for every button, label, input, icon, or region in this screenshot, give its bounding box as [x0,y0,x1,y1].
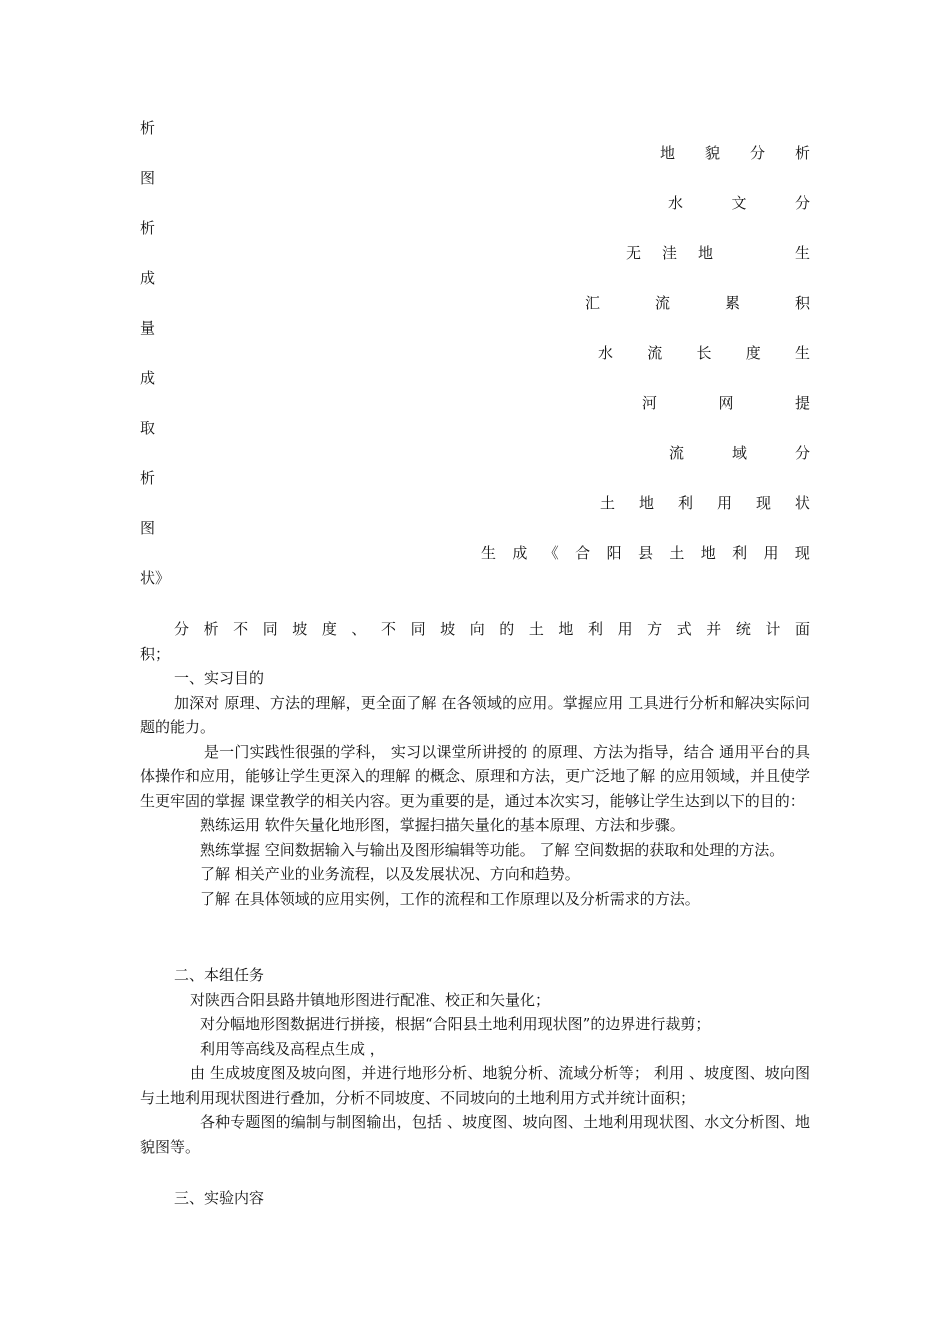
left-fragment: 析 [140,469,156,487]
intro-line-1: 分 析 不 同 坡 度 、 不 同 坡 向 的 土 地 利 用 方 式 并 统 计 面 [174,620,810,638]
left-fragment: 图 [140,169,156,187]
left-fragment: 图 [140,519,156,537]
left-fragment: 成 [140,269,156,287]
section-1-title: 一、实习目的 [174,669,265,687]
section-2 [140,963,810,1159]
s2-item-2: 对分幅地形图数据进行拼接，根据“合阳县土地利用现状图”的边界进行裁剪； [200,1015,711,1033]
section-3 [140,1186,810,1211]
section-1 [140,666,810,911]
right-fragment: 水 文 分 [668,194,810,212]
s1-paragraph-2: 是一门实践性很强的学科， 实习以课堂所讲授的 的原理、方法为指导，结合 通用平台的具体操作和应用，能够让学生更深入的理解 的概念、原理和方法，更广泛地了解 的应用领域，并且使学生更牢固的掌握 课堂教学的相关内容。更为重要的是，通过本次实习，能够让学生达到以下的目的： [140,742,810,810]
s1-item-4: 了解 在具体领域的应用实例，工作的流程和工作原理以及分析需求的方法。 [200,889,700,908]
left-fragment: 成 [140,369,156,387]
right-fragment: 汇 流 累 积 [585,294,810,312]
right-fragment: 地 貌 分 析 [660,144,810,162]
s2-item-1: 对陕西合阳县路井镇地形图进行配准、校正和矢量化； [190,990,551,1009]
left-fragment: 量 [140,319,156,337]
right-fragment: 生 成 《 合 阳 县 土 地 利 用 现 [481,544,810,562]
s2-item-3: 利用等高线及高程点生成 ， [200,1039,385,1058]
s1-paragraph-1: 加深对 原理、方法的理解，更全面了解 在各领域的应用。掌握应用 工具进行分析和解决实际问题的能力。 [140,693,810,736]
s1-item-2: 熟练掌握 空间数据输入与输出及图形编辑等功能。 了解 空间数据的获取和处理的方法。 [200,840,785,859]
document-page: 析 地 貌 分 析 图 水 文 分 析 无 洼 地 生 成 汇 流 累 积 量 水 流 长 度 生 成 河 网 提 取 流 域 分 析 土 地 利 用 现 状 图 生 成 《 合 阳 县 土 地 利 用 现 状》 分 析 不 同 坡 度 、 不 同 坡 向 的 土 地 利 用 方 式 并 统 计 面 积； 一、实习目的 加深对 原理、方法的理解，更全面了解 在各领域的应用。掌握应用 工具进行分析和解决实际问题的能力。 是一门实践性很强的学科， 实习以课堂所讲授的 的原理、方法为指导，结合 通用平台的具体操作和应用，能够让学生更深入的理解 的概念、原理和方法，更广泛地了解 的应用领域，并且使学生更牢固的掌握 课堂教学的相关内容。更为重要的是，通过本次实习，能够让学生达到以下的目的： 熟练运用 软件矢量化地形图，掌握扫描矢量化的基本原理、方法和步骤。 熟练掌握 空间数据输入与输出及图形编辑等功能。 了解 空间数据的获取和处理的方法。 了解 相关产业的业务流程，以及发展状况、方向和趋势。 了解 在具体领域的应用实例，工作的流程和工作原理以及分析需求的方法。 二、本组任务 对陕西合阳县路井镇地形图进行配准、校正和矢量化； 对分幅地形图数据进行拼接，根据“合阳县土地利用现状图”的边界进行裁剪； 利用等高线及高程点生成 ， 由 生成坡度图及坡向图，并进行地形分析、地貌分析、流域分析等； 利用 、坡度图、坡向图与土地利用现状图进行叠加，分析不同坡度、不同坡向的土地利用方式并统计面积； 各种专题图的编制与制图输出，包括 、坡度图、坡向图、土地利用现状图、水文分析图、地貌图等。 三、实验内容 [0,0,950,1344]
section-2-title: 二、本组任务 [174,966,265,984]
left-fragment: 状》 [140,569,171,587]
intro-line-2: 积； [140,644,171,663]
right-fragment: 土 地 利 用 现 状 [600,494,810,512]
right-fragment: 流 域 分 [669,444,810,462]
right-fragment: 河 网 提 [642,394,810,412]
intro-sentence [140,617,810,666]
s2-item-5: 各种专题图的编制与制图输出，包括 、坡度图、坡向图、土地利用现状图、水文分析图、地貌图等。 [140,1113,810,1156]
left-fragment: 析 [140,219,156,237]
right-fragment: 水 流 长 度 生 [598,344,810,362]
left-fragment: 取 [140,419,156,437]
section-3-title: 三、实验内容 [174,1189,265,1207]
s1-item-1: 熟练运用 软件矢量化地形图，掌握扫描矢量化的基本原理、方法和步骤。 [200,816,685,834]
left-fragment: 析 [140,119,156,137]
s2-item-4: 由 生成坡度图及坡向图，并进行地形分析、地貌分析、流域分析等； 利用 、坡度图、坡向图与土地利用现状图进行叠加，分析不同坡度、不同坡向的土地利用方式并统计面积； [140,1064,810,1107]
s1-item-3: 了解 相关产业的业务流程，以及发展状况、方向和趋势。 [200,865,580,883]
